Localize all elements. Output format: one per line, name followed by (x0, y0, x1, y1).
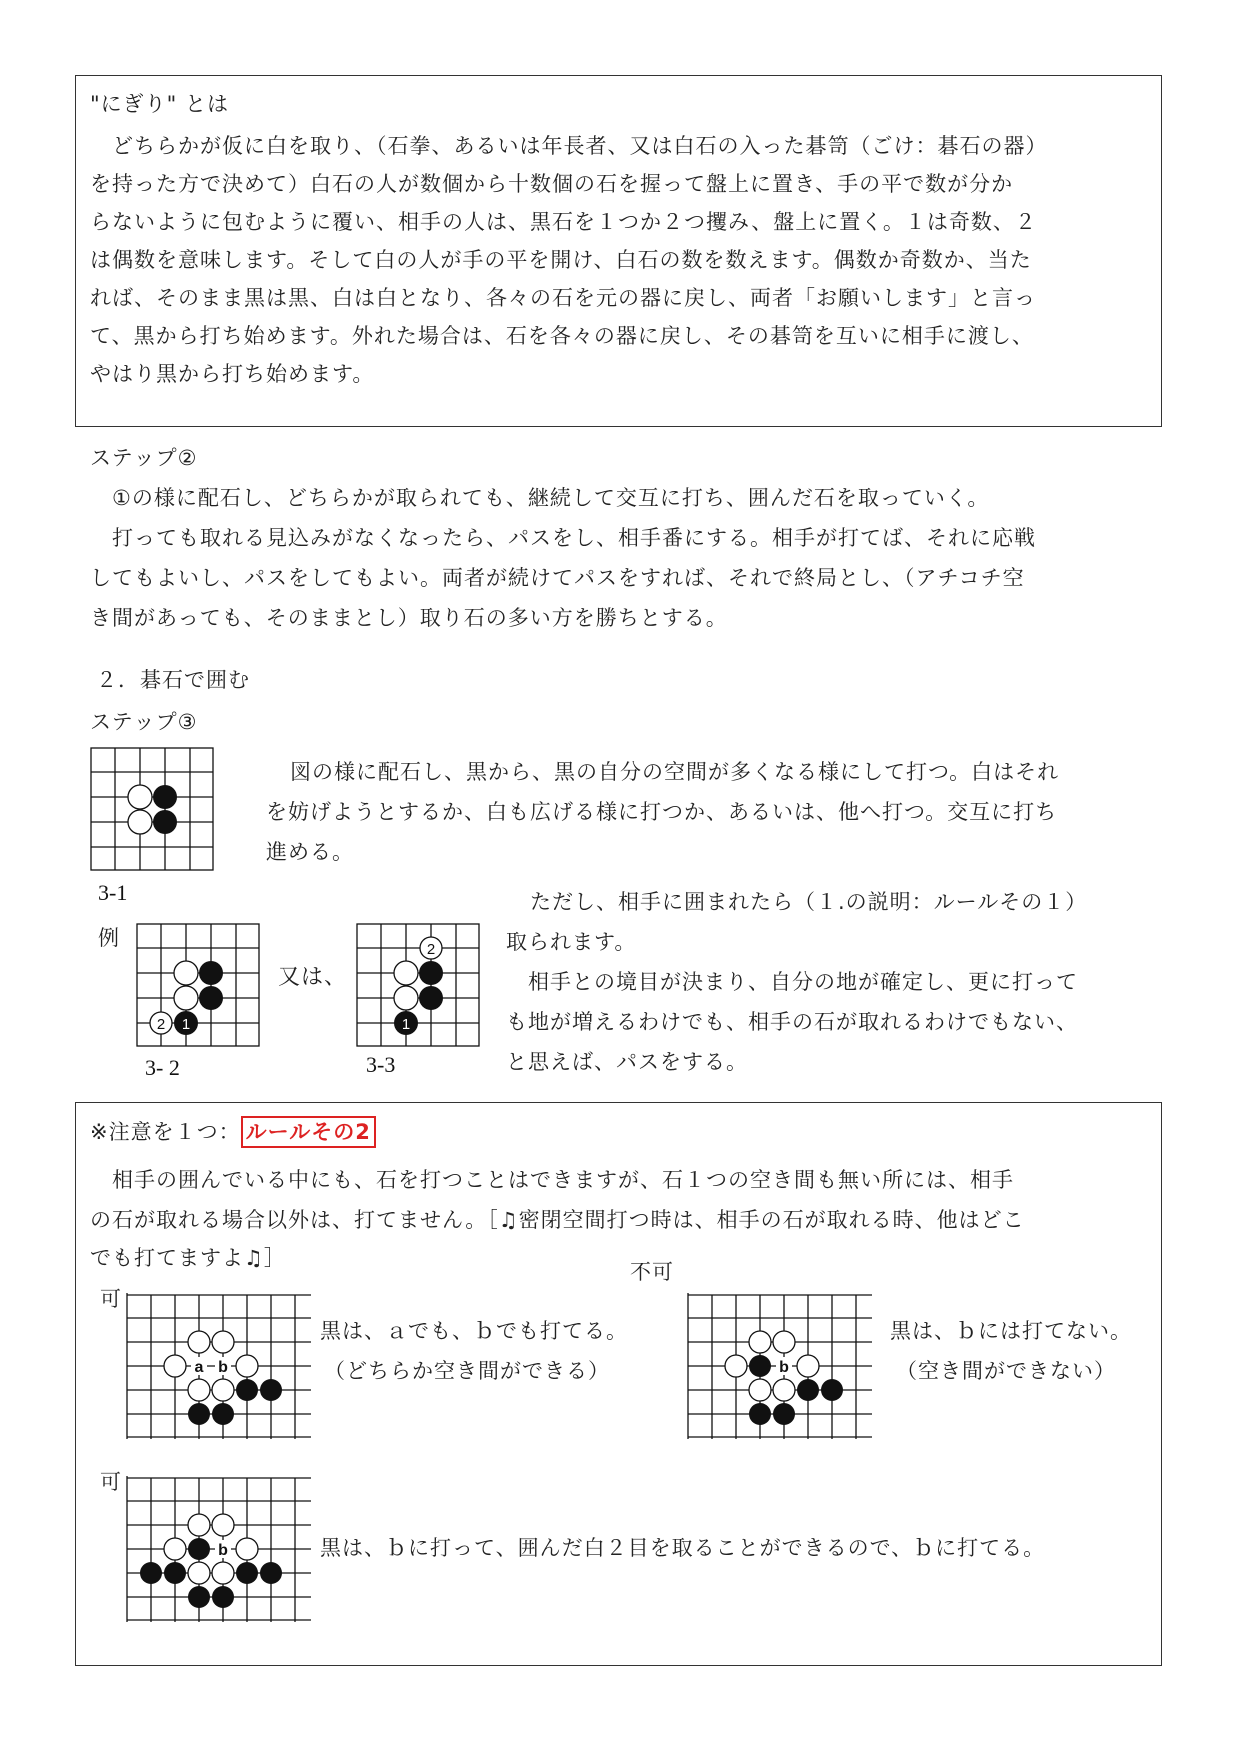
black-stone (260, 1562, 282, 1584)
move-number: 1 (181, 1016, 191, 1033)
black-stone (140, 1562, 162, 1584)
diagram2-text: 黒は、ｂには打てない。 (890, 1319, 1132, 1343)
go-board-3-1 (90, 747, 215, 872)
go-board-3-3 (356, 923, 481, 1048)
step2-line: 打っても取れる見込みがなくなったら、パスをし、相手番にする。相手が打てば、それに応戦 (90, 526, 1036, 550)
white-stone (188, 1379, 210, 1401)
point-b-label: b (779, 1359, 789, 1376)
white-stone (725, 1355, 747, 1377)
step2-line: き間があっても、そのままとし）取り石の多い方を勝ちとする。 (90, 606, 728, 630)
step3-text: 進める。 (266, 840, 354, 864)
fig-caption-3-1: 3-1 (98, 880, 128, 905)
nigiri-title: "にぎり" とは (90, 92, 229, 116)
label-ok: 可 (100, 1287, 122, 1311)
nigiri-line: どちらかが仮に白を取り、（石拳、あるいは年長者、又は白石の入った碁笥（ごけ：碁石の器） (90, 134, 1048, 158)
step3-text: を妨げようとするか、白も広げる様に打つか、あるいは、他へ打つ。交互に打ち (266, 800, 1058, 824)
step2-title: ステップ② (90, 446, 198, 470)
go-board-ok-2 (125, 1476, 311, 1622)
section2-text: と思えば、パスをする。 (506, 1050, 748, 1074)
go-board-3-2 (136, 923, 261, 1048)
black-stone (749, 1355, 771, 1377)
black-stone (212, 1403, 234, 1425)
label-ng: 不可 (630, 1260, 674, 1284)
white-stone (773, 1331, 795, 1353)
white-stone (394, 986, 418, 1010)
point-a-label: a (194, 1359, 204, 1376)
black-stone (153, 810, 177, 834)
black-stone (236, 1379, 258, 1401)
diagram1-text: 黒は、ａでも、ｂでも打てる。 (320, 1319, 628, 1343)
black-stone (773, 1403, 795, 1425)
white-stone (212, 1331, 234, 1353)
white-stone (749, 1379, 771, 1401)
black-stone (236, 1562, 258, 1584)
example-label: 例 (98, 926, 120, 950)
black-stone (199, 961, 223, 985)
white-stone (212, 1562, 234, 1584)
diagram1-text: （どちらか空き間ができる） (324, 1359, 610, 1383)
move-number: 1 (401, 1016, 411, 1033)
black-stone (749, 1403, 771, 1425)
white-stone (164, 1538, 186, 1560)
diagram2-text: （空き間ができない） (896, 1359, 1116, 1383)
nigiri-line: は偶数を意味します。そして白の人が手の平を開け、白石の数を数えます。偶数か奇数か、当た (90, 248, 1032, 272)
diagram3-text: 黒は、ｂに打って、囲んだ白２目を取ることができるので、ｂに打てる。 (320, 1536, 1046, 1560)
point-b-label: b (218, 1542, 228, 1559)
white-stone (188, 1331, 210, 1353)
white-stone (236, 1538, 258, 1560)
step2-line: ①の様に配石し、どちらかが取られても、継続して交互に打ち、囲んだ石を取っていく。 (90, 486, 990, 510)
white-stone (749, 1331, 771, 1353)
black-stone (797, 1379, 819, 1401)
black-stone (199, 986, 223, 1010)
go-board-ok-1 (125, 1293, 311, 1439)
black-stone (419, 986, 443, 1010)
black-stone (260, 1379, 282, 1401)
white-stone (164, 1355, 186, 1377)
nigiri-line: れば、そのまま黒は黒、白は白となり、各々の石を元の器に戻し、両者「お願いします」と言っ (90, 286, 1036, 310)
black-stone (419, 961, 443, 985)
white-stone (174, 961, 198, 985)
section2-heading: ２．碁石で囲む (96, 668, 250, 692)
fig-caption-3-3: 3-3 (366, 1052, 396, 1077)
black-stone (188, 1403, 210, 1425)
nigiri-line: て、黒から打ち始めます。外れた場合は、石を各々の器に戻し、その碁笥を互いに相手に渡し、 (90, 324, 1034, 348)
white-stone (212, 1379, 234, 1401)
nigiri-line: を持った方で決めて）白石の人が数個から十数個の石を握って盤上に置き、手の平で数が分か (90, 172, 1014, 196)
nigiri-line: やはり黒から打ち始めます。 (90, 362, 375, 386)
move-number: 2 (156, 1016, 166, 1033)
black-stone (821, 1379, 843, 1401)
white-stone (174, 986, 198, 1010)
black-stone (153, 785, 177, 809)
or-label: 又は、 (278, 965, 348, 990)
rule2-header (90, 1116, 376, 1148)
step2-line: してもよいし、パスをしてもよい。両者が続けてパスをすれば、それで終局とし、（アチコチ空 (90, 566, 1025, 590)
fig-caption-3-2: 3- 2 (145, 1055, 180, 1080)
go-board-ng (686, 1293, 872, 1439)
step3-title: ステップ③ (90, 710, 198, 734)
section2-text: ただし、相手に囲まれたら（１.の説明：ルールその１） (530, 890, 1088, 914)
section2-text: 取られます。 (506, 930, 637, 954)
black-stone (188, 1586, 210, 1608)
white-stone (394, 961, 418, 985)
black-stone (164, 1562, 186, 1584)
white-stone (212, 1514, 234, 1536)
move-number: 2 (426, 941, 436, 958)
section2-text: 相手との境目が決まり、自分の地が確定し、更に打って (506, 970, 1078, 994)
white-stone (188, 1514, 210, 1536)
white-stone (236, 1355, 258, 1377)
white-stone (188, 1562, 210, 1584)
rule2-line: でも打てますよ♫］ (90, 1246, 286, 1270)
rule2-tag: ルールその2 (241, 1116, 376, 1148)
step3-text: 図の様に配石し、黒から、黒の自分の空間が多くなる様にして打つ。白はそれ (290, 760, 1060, 784)
nigiri-line: らないように包むように覆い、相手の人は、黒石を１つか２つ攫み、盤上に置く。１は奇数、２ (90, 210, 1037, 234)
white-stone (773, 1379, 795, 1401)
rule2-line: の石が取れる場合以外は、打てません。［♫密閉空間打つ時は、相手の石が取れる時、他はどこ (90, 1208, 1025, 1232)
label-ok: 可 (100, 1470, 122, 1494)
white-stone (128, 785, 152, 809)
rule2-prefix: ※注意を１つ： (90, 1120, 241, 1144)
black-stone (212, 1586, 234, 1608)
white-stone (128, 810, 152, 834)
section2-text: も地が増えるわけでも、相手の石が取れるわけでもない、 (506, 1010, 1078, 1034)
black-stone (188, 1538, 210, 1560)
point-b-label: b (218, 1359, 228, 1376)
white-stone (797, 1355, 819, 1377)
rule2-line: 相手の囲んでいる中にも、石を打つことはできますが、石１つの空き間も無い所には、相手 (90, 1168, 1014, 1192)
